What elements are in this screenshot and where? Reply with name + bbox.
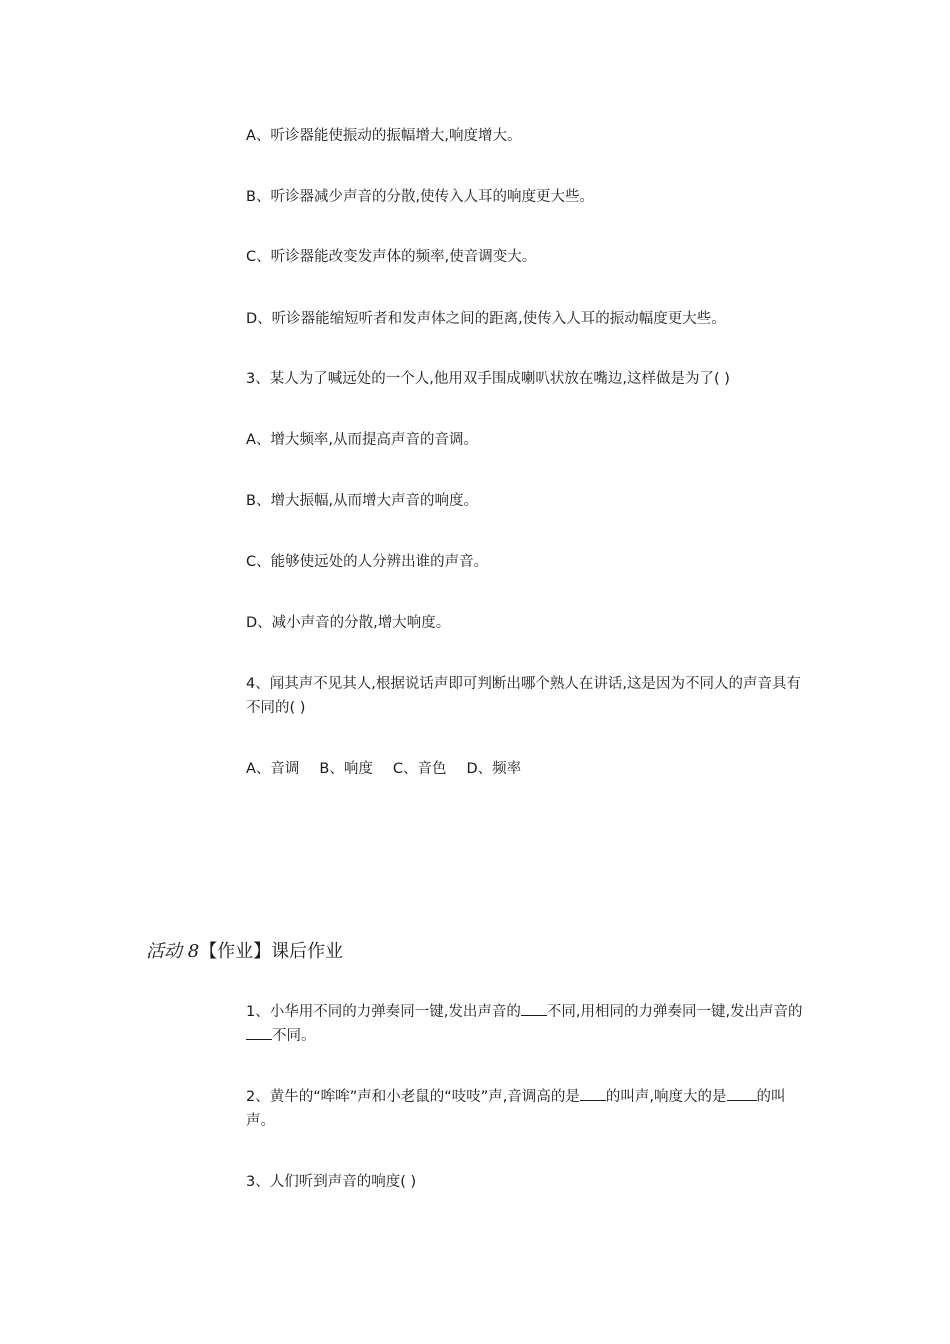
homework-q2-text-3: 的叫声。	[246, 1089, 786, 1129]
q4-options	[246, 757, 812, 781]
q2-option-a: A、听诊器能使振动的振幅增大,响度增大。	[246, 128, 522, 144]
activity-label: 活动 8	[146, 941, 200, 962]
activity-heading	[146, 939, 343, 965]
q2-option-d: D、听诊器能缩短听者和发声体之间的距离,使传入人耳的振动幅度更大些。	[246, 311, 726, 327]
homework-q1-text-2: 不同,用相同的力弹奏同一键,发出声音的	[546, 1004, 803, 1020]
q2-option-b: B、听诊器减少声音的分散,使传入人耳的响度更大些。	[246, 189, 595, 205]
homework-q1-text-1: 1、小华用不同的力弹奏同一键,发出声音的	[246, 1004, 521, 1020]
q4-option-a: A、音调	[246, 761, 300, 777]
answer-blank[interactable]	[727, 1086, 757, 1101]
q4-question: 4、闻其声不见其人,根据说话声即可判断出哪个熟人在讲话,这是因为不同人的声音具有不同的( )	[246, 676, 801, 716]
q4-option-b: B、响度	[319, 761, 373, 777]
homework-q2-text-2: 的叫声,响度大的是	[605, 1089, 727, 1105]
q4-option-c: C、音色	[392, 761, 447, 777]
answer-blank[interactable]	[580, 1086, 606, 1101]
q2-option-c: C、听诊器能改变发声体的频率,使音调变大。	[246, 249, 537, 265]
homework-q2	[246, 1085, 812, 1133]
q3-option-d: D、减小声音的分散,增大响度。	[246, 615, 451, 631]
activity-title: 【作业】课后作业	[199, 941, 344, 962]
q3-question: 3、某人为了喊远处的一个人,他用双手围成喇叭状放在嘴边,这样做是为了( )	[246, 371, 730, 387]
homework-q1	[246, 1000, 812, 1048]
homework-q1-text-3: 不同。	[272, 1028, 316, 1044]
q4-option-d: D、频率	[466, 761, 522, 777]
q3-option-c: C、能够使远处的人分辨出谁的声音。	[246, 554, 489, 570]
homework-q3: 3、人们听到声音的响度( )	[246, 1174, 417, 1190]
homework-q2-text-1: 2、黄牛的“哞哞”声和小老鼠的“吱吱”声,音调高的是	[246, 1089, 580, 1105]
answer-blank[interactable]	[521, 1001, 547, 1016]
answer-blank[interactable]	[246, 1025, 272, 1040]
q3-option-a: A、增大频率,从而提高声音的音调。	[246, 432, 479, 448]
q3-option-b: B、增大振幅,从而增大声音的响度。	[246, 493, 479, 509]
